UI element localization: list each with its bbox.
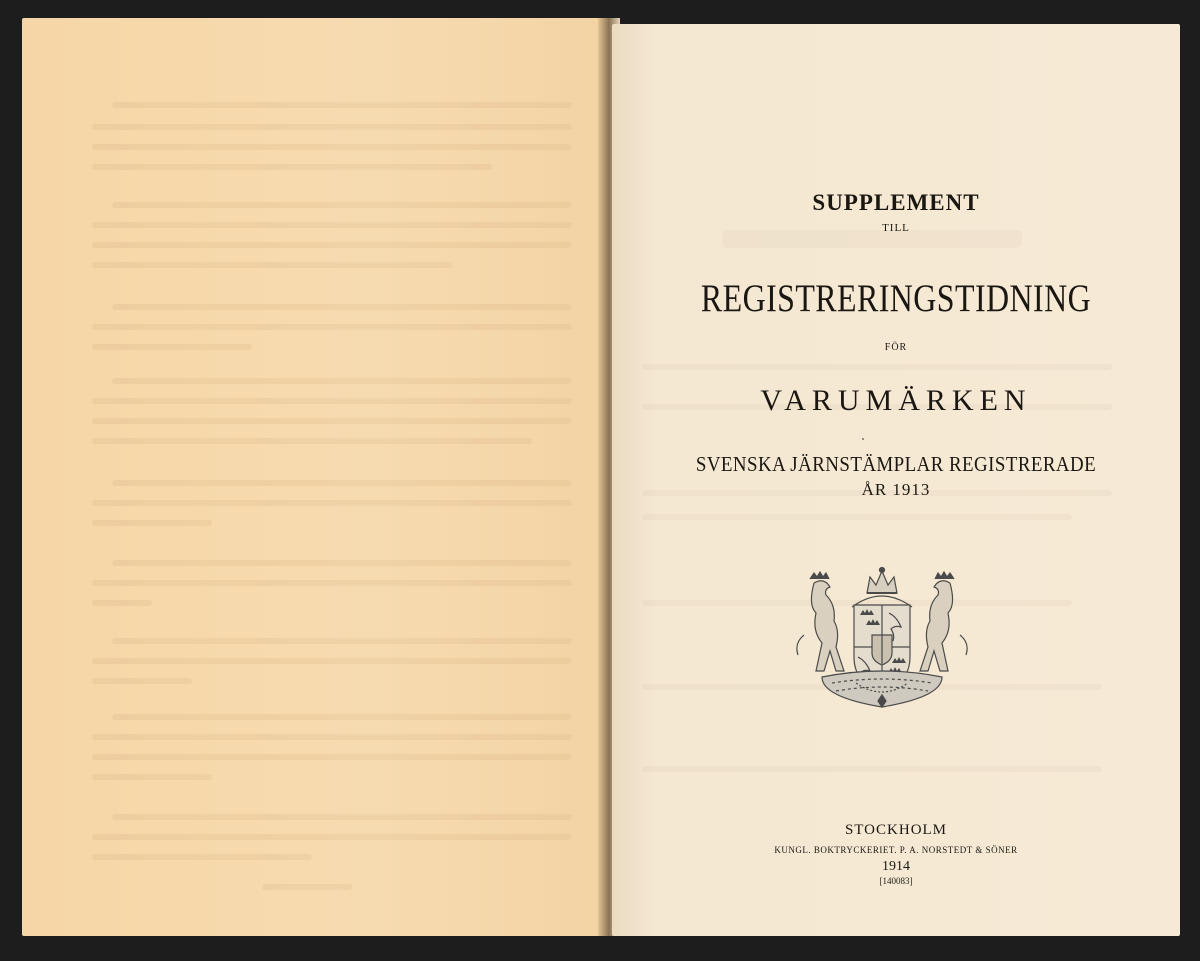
title-page xyxy=(612,24,1180,936)
till-word: TILL xyxy=(882,222,910,234)
bleed-through-texture xyxy=(22,18,610,936)
varumarken-title: VARUMÄRKEN xyxy=(760,384,1032,417)
imprint-code: [140083] xyxy=(879,876,913,886)
ornament-dot xyxy=(862,438,864,440)
imprint-city: STOCKHOLM xyxy=(844,822,948,838)
left-page xyxy=(22,18,610,936)
subtitle-year: ÅR 1913 xyxy=(861,480,931,499)
supplement-heading: SUPPLEMENT xyxy=(812,190,980,215)
swedish-coat-of-arms-icon xyxy=(792,565,972,715)
subtitle-svenska: SVENSKA JÄRNSTÄMPLAR REGISTRERADE xyxy=(695,452,1097,476)
registreringstidning-title: REGISTRERINGSTIDNING xyxy=(700,277,1092,320)
imprint-printer: KUNGL. BOKTRYCKERIET. P. A. NORSTEDT & SÖNER xyxy=(774,845,1018,855)
imprint-year: 1914 xyxy=(882,859,910,874)
for-word: FÖR xyxy=(884,342,908,353)
